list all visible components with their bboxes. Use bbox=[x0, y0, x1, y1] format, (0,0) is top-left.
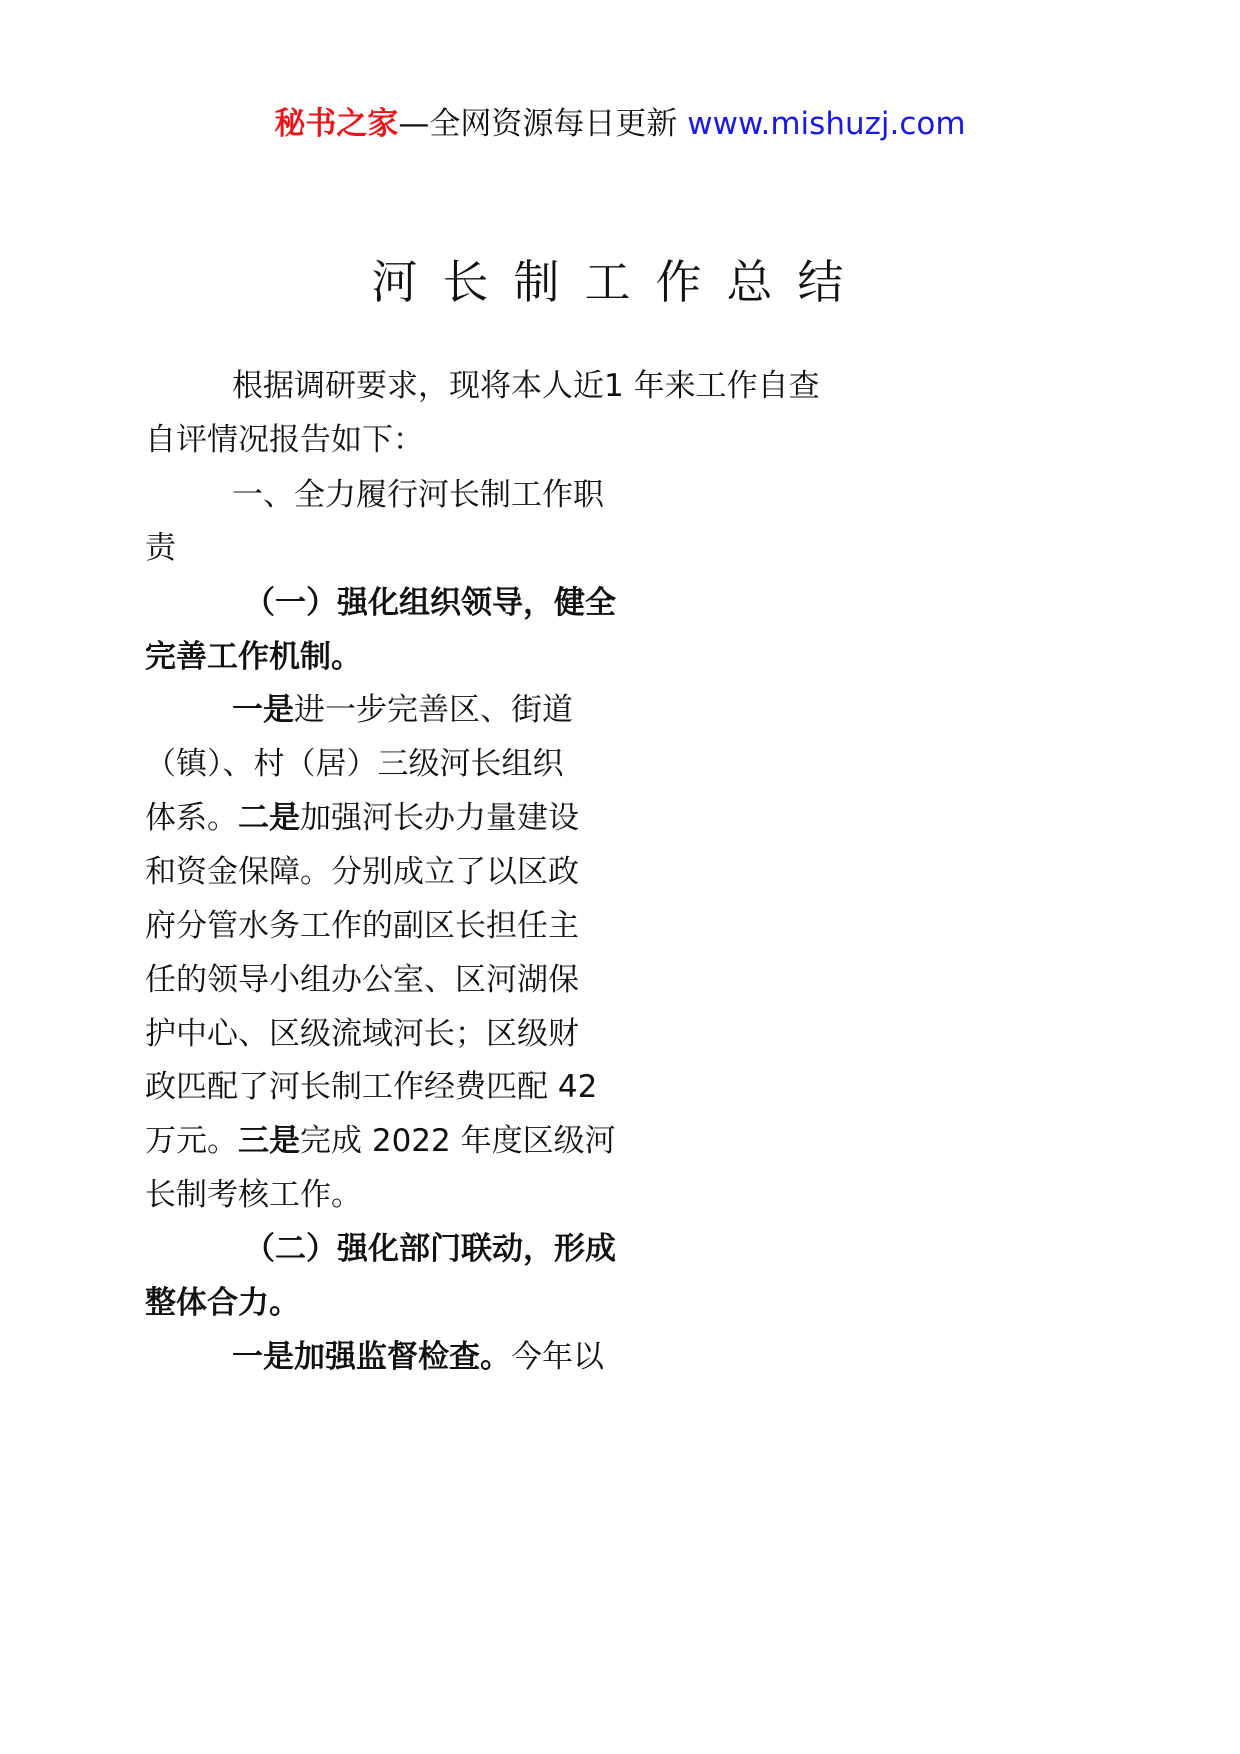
paragraph-line: 根据调研要求，现将本人近1 年来工作自查 bbox=[232, 368, 820, 404]
emphasis-text: 一是加强监督检查。 bbox=[232, 1339, 511, 1375]
paragraph-text: 体系。 bbox=[145, 800, 238, 836]
paragraph-text: 万元。 bbox=[145, 1123, 238, 1159]
paragraph-line: 政匹配了河长制工作经费匹配 42 bbox=[145, 1069, 598, 1105]
paragraph-line: 任的领导小组办公室、区河湖保 bbox=[145, 962, 579, 998]
emphasis-text: 三是 bbox=[238, 1123, 300, 1159]
paragraph-line: 和资金保障。分别成立了以区政 bbox=[145, 854, 579, 890]
paragraph-line: 府分管水务工作的副区长担任主 bbox=[145, 908, 579, 944]
paragraph-text: 今年以 bbox=[511, 1339, 604, 1375]
section-heading: 一、全力履行河长制工作职 bbox=[232, 477, 604, 513]
header-tagline: —全网资源每日更新 bbox=[398, 106, 678, 142]
paragraph-text: 加强河长办力量建设 bbox=[300, 800, 579, 836]
paragraph-line: 长制考核工作。 bbox=[145, 1177, 362, 1213]
header-url-link[interactable]: www.mishuzj.com bbox=[687, 106, 966, 142]
subsection-heading: 完善工作机制。 bbox=[145, 639, 362, 675]
emphasis-text: 二是 bbox=[238, 800, 300, 836]
paragraph-line: 护中心、区级流域河长；区级财 bbox=[145, 1016, 579, 1052]
paragraph-text: 完成 2022 年度区级河 bbox=[300, 1123, 616, 1159]
subsection-heading: （二）强化部门联动，形成 bbox=[244, 1231, 616, 1267]
subsection-heading: 整体合力。 bbox=[145, 1285, 300, 1321]
paragraph-line bbox=[145, 794, 938, 842]
paragraph-text: 进一步完善区、街道 bbox=[294, 692, 573, 728]
paragraph-line: 自评情况报告如下： bbox=[145, 422, 424, 458]
section-heading: 责 bbox=[145, 530, 176, 566]
paragraph-line bbox=[232, 686, 938, 734]
subsection-heading: （一）强化组织领导，健全 bbox=[244, 585, 616, 621]
paragraph-line bbox=[232, 1333, 938, 1381]
paragraph-line bbox=[145, 1117, 938, 1165]
brand-name: 秘书之家 bbox=[274, 106, 399, 142]
emphasis-text: 一是 bbox=[232, 692, 294, 728]
page-header bbox=[0, 100, 1240, 148]
document-title: 河长制工作总结 bbox=[371, 255, 869, 309]
paragraph-line: （镇）、村（居）三级河长组织 bbox=[145, 746, 564, 782]
